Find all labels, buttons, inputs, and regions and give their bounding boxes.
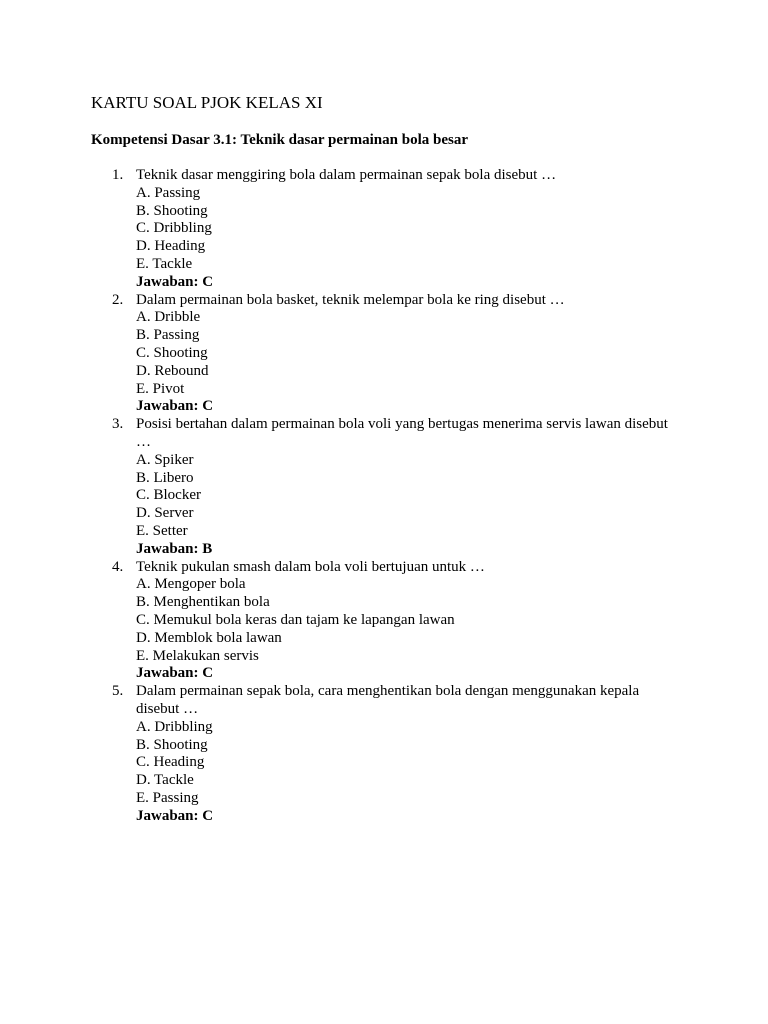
question-number: 3. [112, 416, 124, 433]
question-item [0, 559, 768, 684]
answer-option: E. Melakukan servis [136, 647, 259, 664]
question-item [0, 167, 768, 292]
answer-option: D. Heading [136, 238, 206, 255]
answer-option: B. Passing [136, 327, 200, 344]
answer-option: D. Rebound [136, 362, 209, 379]
answer-option: C. Memukul bola keras dan tajam ke lapangan lawan [136, 611, 455, 628]
answer-key: Jawaban: B [136, 540, 213, 557]
answer-key: Jawaban: C [136, 398, 214, 415]
answer-option: A. Dribble [136, 309, 201, 326]
answer-option: C. Shooting [136, 344, 208, 361]
question-number: 1. [112, 167, 124, 183]
question-list [0, 167, 768, 825]
question-number: 5. [112, 683, 124, 700]
answer-option: B. Menghentikan bola [136, 594, 270, 611]
question-body [136, 416, 676, 558]
document-title: KARTU SOAL PJOK KELAS XI [91, 93, 323, 112]
question-body [136, 683, 676, 825]
answer-option: D. Memblok bola lawan [136, 629, 282, 646]
answer-option: A. Dribbling [136, 718, 213, 735]
answer-key: Jawaban: C [136, 665, 214, 682]
answer-option: C. Dribbling [136, 220, 212, 237]
answer-option: B. Shooting [136, 202, 208, 219]
answer-key: Jawaban: C [136, 807, 214, 824]
question-body [136, 167, 676, 292]
answer-option: D. Server [136, 505, 194, 522]
answer-option: A. Passing [136, 184, 201, 201]
question-body [136, 559, 676, 684]
question-text: Dalam permainan bola basket, teknik melempar bola ke ring disebut … [136, 291, 565, 308]
question-item [0, 683, 768, 825]
question-text: Teknik pukulan smash dalam bola voli bertujuan untuk … [136, 558, 485, 575]
question-body [136, 292, 676, 417]
answer-option: B. Shooting [136, 736, 208, 753]
answer-option: D. Tackle [136, 772, 194, 789]
question-item [0, 416, 768, 558]
answer-option: E. Pivot [136, 380, 185, 397]
question-text: Dalam permainan sepak bola, cara menghentikan bola dengan menggunakan kepala disebut … [136, 683, 640, 717]
answer-option: E. Tackle [136, 255, 193, 272]
question-number: 2. [112, 291, 124, 308]
answer-option: C. Blocker [136, 487, 201, 504]
question-item [0, 292, 768, 417]
answer-option: E. Passing [136, 789, 199, 806]
answer-option: C. Heading [136, 754, 205, 771]
question-number: 4. [112, 558, 124, 575]
answer-option: E. Setter [136, 522, 188, 539]
answer-option: A. Mengoper bola [136, 576, 246, 593]
answer-key: Jawaban: C [136, 273, 214, 290]
question-text: Teknik dasar menggiring bola dalam permainan sepak bola disebut … [136, 167, 557, 183]
answer-option: B. Libero [136, 469, 194, 486]
competency-heading: Kompetensi Dasar 3.1: Teknik dasar permainan bola besar [91, 132, 468, 148]
answer-option: A. Spiker [136, 451, 194, 468]
question-text: Posisi bertahan dalam permainan bola voli yang bertugas menerima servis lawan disebut … [136, 416, 668, 450]
